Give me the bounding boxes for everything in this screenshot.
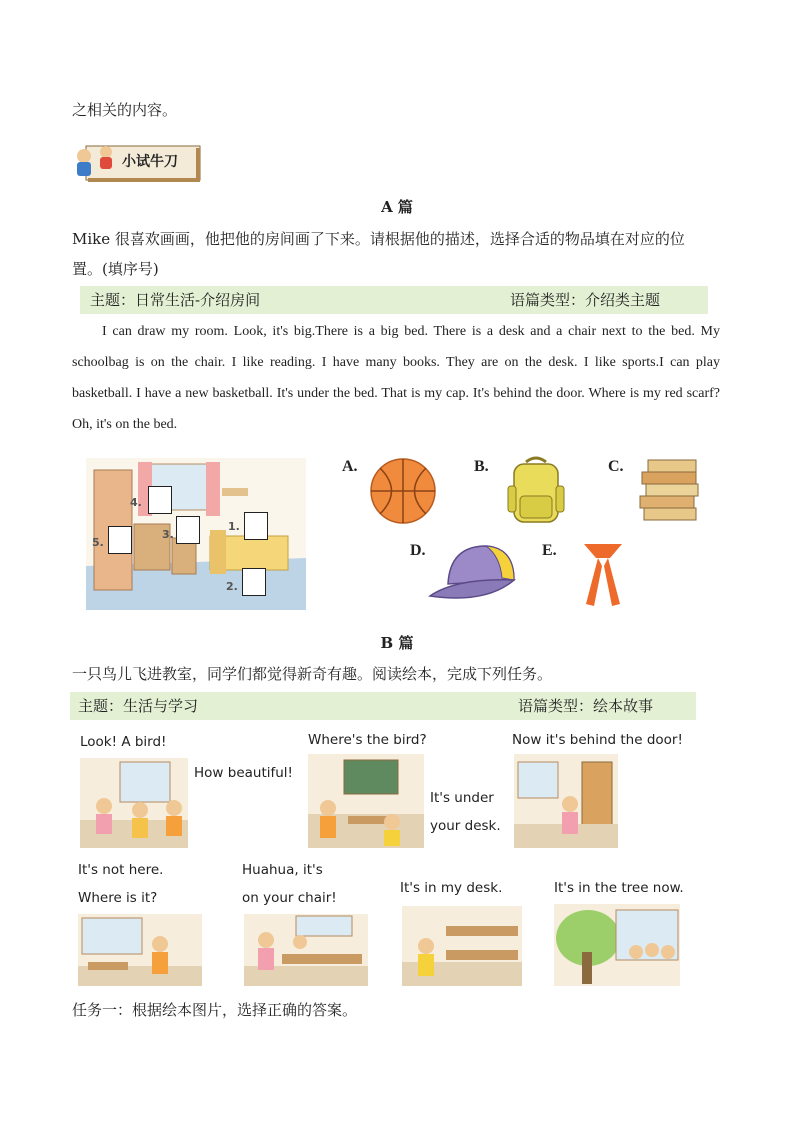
red-scarf-icon	[580, 538, 626, 616]
panel-1-scene	[80, 758, 188, 848]
section-b-topic: 主题：生活与学习	[78, 697, 199, 715]
option-d-label: D.	[410, 542, 426, 559]
comic-panel-2	[306, 726, 502, 850]
panel-7-caption-1: It's in the tree now.	[554, 880, 684, 896]
option-a-label: A.	[342, 458, 358, 475]
option-c-label: C.	[608, 458, 624, 475]
panel-2-scene	[308, 754, 424, 848]
section-a-topic: 主题：日常生活-介绍房间	[90, 291, 261, 309]
section-b-title: B 篇	[380, 634, 414, 652]
panel-2-caption-2: It's under	[430, 790, 494, 806]
panel-1-caption-1: Look! A bird!	[80, 734, 167, 750]
room-number-4: 4.	[130, 496, 142, 509]
panel-3-caption-1: Now it's behind the door!	[512, 732, 683, 748]
comic-panel-3	[510, 726, 710, 850]
section-a-title: A 篇	[381, 198, 413, 216]
books-icon	[638, 456, 702, 530]
panel-6-scene	[402, 906, 522, 986]
comic-panel-5	[240, 856, 380, 988]
section-b-topic-band	[70, 692, 696, 720]
panel-4-caption-2: Where is it?	[78, 890, 158, 906]
panel-1-caption-2: How beautiful!	[194, 765, 293, 781]
comic-panel-6	[398, 872, 538, 988]
room-number-1: 1.	[228, 520, 240, 533]
answer-box-2[interactable]	[242, 568, 266, 596]
panel-2-caption-1: Where's the bird?	[308, 732, 427, 748]
panel-5-caption-2: on your chair!	[242, 890, 337, 906]
section-a-genre: 语篇类型：介绍类主题	[510, 291, 661, 309]
panel-7-scene	[554, 904, 680, 986]
panel-6-caption-1: It's in my desk.	[400, 880, 503, 896]
cap-icon	[426, 540, 522, 610]
section-a-instruction-line2: 置。(填序号)	[72, 260, 159, 278]
badge-label: 小试牛刀	[122, 154, 178, 170]
intro-line: 之相关的内容。	[72, 101, 178, 119]
section-badge	[72, 140, 202, 184]
comic-panel-7	[552, 872, 694, 988]
room-number-2: 2.	[226, 580, 238, 593]
room-picture	[86, 458, 306, 610]
answer-box-3[interactable]	[176, 516, 200, 544]
basketball-icon	[368, 456, 438, 530]
panel-2-caption-3: your desk.	[430, 818, 501, 834]
panel-5-scene	[244, 914, 368, 986]
room-number-3: 3.	[162, 528, 174, 541]
panel-4-caption-1: It's not here.	[78, 862, 164, 878]
section-b-genre: 语篇类型：绘本故事	[518, 697, 654, 715]
panel-5-caption-1: Huahua, it's	[242, 862, 323, 878]
comic-panel-1	[78, 726, 298, 850]
task-1-instruction: 任务一：根据绘本图片，选择正确的答案。	[72, 1001, 358, 1019]
schoolbag-icon	[506, 456, 566, 532]
room-number-5: 5.	[92, 536, 104, 549]
answer-box-5[interactable]	[108, 526, 132, 554]
panel-4-scene	[78, 914, 202, 986]
answer-box-4[interactable]	[148, 486, 172, 514]
answer-box-1[interactable]	[244, 512, 268, 540]
section-a-instruction-line1: Mike 很喜欢画画，他把他的房间画了下来。请根据他的描述，选择合适的物品填在对应的位	[72, 230, 685, 248]
option-e-label: E.	[542, 542, 557, 559]
section-a-passage: I can draw my room. Look, it's big.There is a big bed. There is a desk and a chair next to the bed. My schoolbag is on the chair. I like reading. I have many books. They are on the desk. I like sports.I can play basketball. I have a new basketball. It's under the bed. That is my cap. It's behind the door. Where is my red scarf? Oh, it's on the bed.	[72, 324, 720, 432]
section-a-topic-band	[80, 286, 708, 314]
option-b-label: B.	[474, 458, 489, 475]
panel-3-scene	[514, 754, 618, 848]
comic-panel-4	[76, 856, 212, 988]
section-b-instruction: 一只鸟儿飞进教室，同学们都觉得新奇有趣。阅读绘本，完成下列任务。	[72, 665, 553, 683]
